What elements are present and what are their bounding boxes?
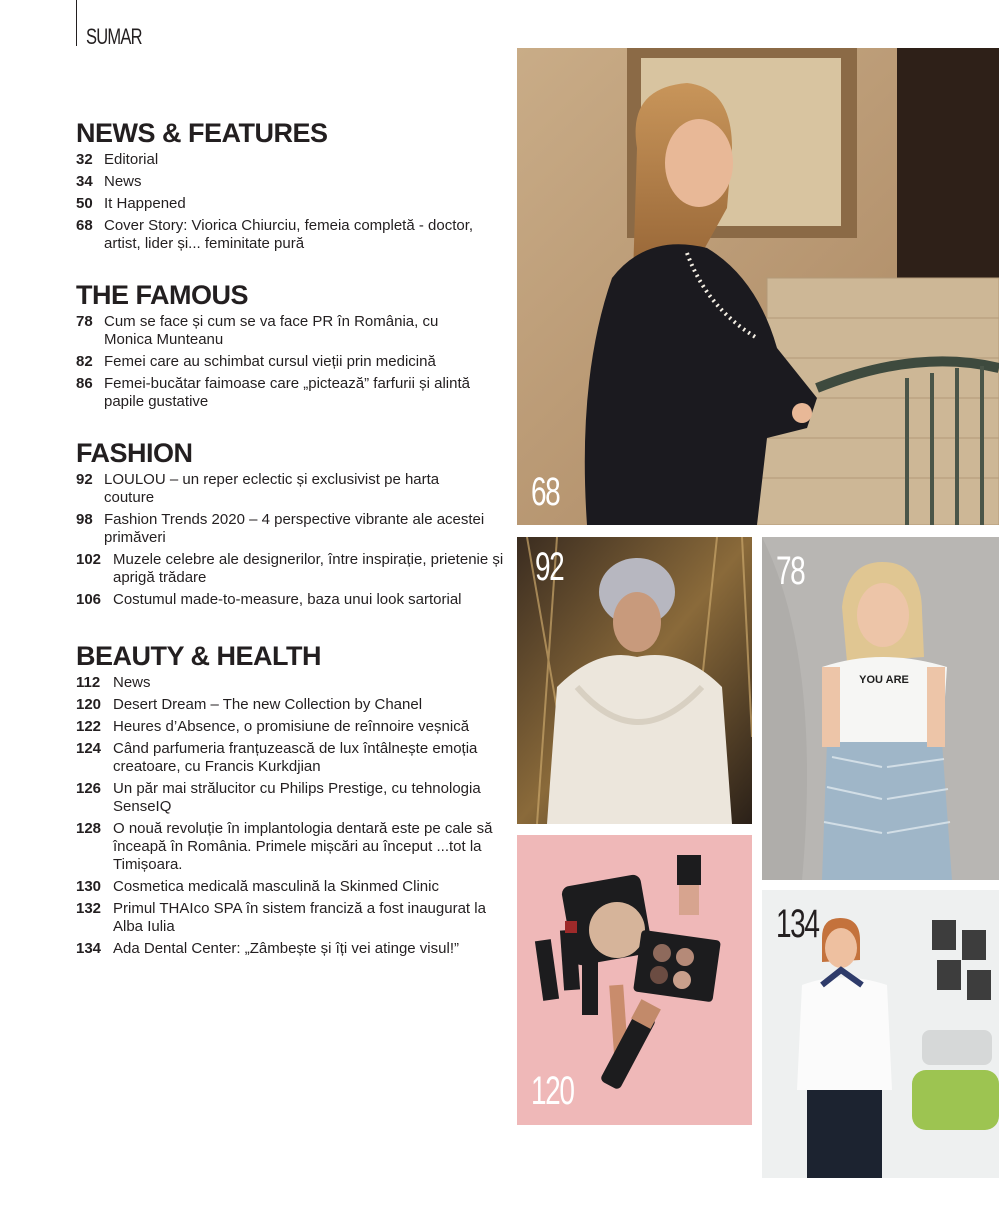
photo-page-number: 68 [531, 470, 560, 514]
section-title: THE FAMOUS [76, 280, 249, 310]
page-number: 132 [76, 900, 102, 917]
page-number: 112 [76, 674, 101, 691]
page-number: 32 [76, 151, 93, 168]
toc-entry[interactable] [76, 313, 506, 349]
section-title: BEAUTY & HEALTH [76, 641, 322, 671]
toc-entry[interactable] [76, 471, 506, 507]
entry-title: Costumul made-to-measure, baza unui look sartorial [113, 591, 462, 608]
toc-entry[interactable] [76, 353, 506, 371]
page-number: 106 [76, 591, 102, 608]
entry-title: Femei care au schimbat cursul vieții prin medicină [104, 353, 436, 370]
page-number: 102 [76, 551, 102, 568]
toc-entry[interactable] [76, 195, 506, 213]
entry-title: Editorial [104, 151, 159, 168]
photo-fashion-loulou[interactable] [517, 537, 752, 824]
toc-entry[interactable] [76, 551, 506, 587]
entry-title: Un păr mai strălucitor cu Philips Prestige, cu tehnologia SenseIQ [113, 780, 481, 815]
entry-title: News [104, 173, 142, 190]
page-number: 92 [76, 471, 93, 488]
page-number: 34 [76, 173, 93, 190]
header-rule [76, 0, 77, 46]
toc-entry[interactable] [76, 591, 506, 609]
page-number: 82 [76, 353, 93, 370]
toc-entry[interactable] [76, 217, 506, 253]
entry-title: It Happened [104, 195, 186, 212]
cover-story-illustration [517, 48, 999, 525]
entry-title: Cover Story: Viorica Chiurciu, femeia completă - doctor, artist, lider și... feminitate pură [104, 217, 474, 252]
toc-entry[interactable] [76, 900, 506, 936]
entry-title: Femei-bucătar faimoase care „pictează” farfurii și alintă papile gustative [104, 375, 470, 410]
photo-page-number: 78 [776, 549, 805, 593]
entry-title: Cum se face și cum se va face PR în România, cu Monica Munteanu [104, 313, 439, 348]
page-number: 50 [76, 195, 93, 212]
section-title: NEWS & FEATURES [76, 118, 328, 148]
entry-title: News [113, 674, 151, 691]
section-news-features [76, 118, 506, 257]
section-fashion [76, 438, 506, 613]
toc-entry[interactable] [76, 173, 506, 191]
toc-entry[interactable] [76, 511, 506, 547]
entry-title: Muzele celebre ale designerilor, între inspirație, prietenie și aprigă trădare [113, 551, 504, 586]
page-number: 122 [76, 718, 102, 735]
toc-entry[interactable] [76, 820, 506, 874]
page-number: 86 [76, 375, 93, 392]
entry-title: Desert Dream – The new Collection by Chanel [113, 696, 423, 713]
entry-title: Când parfumeria franțuzească de lux întâlnește emoția creatoare, cu Francis Kurkdjian [113, 740, 478, 775]
toc-entry[interactable] [76, 878, 506, 896]
toc-entry[interactable] [76, 718, 506, 736]
toc-entry[interactable] [76, 780, 506, 816]
page-number: 120 [76, 696, 102, 713]
photo-chanel-collection[interactable] [517, 835, 752, 1125]
entry-title: LOULOU – un reper eclectic și exclusivist pe harta couture [104, 471, 440, 506]
page-number: 124 [76, 740, 102, 757]
toc-entry[interactable] [76, 375, 506, 411]
photo-page-number: 134 [776, 902, 819, 946]
toc-entry[interactable] [76, 696, 506, 714]
photo-page-number: 92 [535, 545, 564, 589]
entry-title: Cosmetica medicală masculină la Skinmed Clinic [113, 878, 439, 895]
page-number: 130 [76, 878, 102, 895]
photo-cover-story[interactable] [517, 48, 999, 525]
entry-title: Fashion Trends 2020 – 4 perspective vibrante ale acestei primăveri [104, 511, 485, 546]
page-number: 134 [76, 940, 102, 957]
entry-title: Ada Dental Center: „Zâmbește și îți vei atinge visul!” [113, 940, 459, 957]
page-number: 68 [76, 217, 93, 234]
entry-title: O nouă revoluție în implantologia dentară este pe cale să înceapă în România. Primele mișcări au început ...tot la Timișoara. [113, 820, 493, 873]
page-header-label: SUMAR [86, 24, 142, 49]
photo-page-number: 120 [531, 1069, 574, 1113]
page-number: 126 [76, 780, 102, 797]
photo-the-famous[interactable] [762, 537, 999, 880]
toc-entry[interactable] [76, 940, 506, 958]
section-title: FASHION [76, 438, 193, 468]
section-beauty-health [76, 641, 506, 962]
page-number: 128 [76, 820, 102, 837]
entry-title: Heures d’Absence, o promisiune de reînnoire veșnică [113, 718, 470, 735]
entry-title: Primul THAIco SPA în sistem franciză a fost inaugurat la Alba Iulia [113, 900, 486, 935]
page-number: 98 [76, 511, 93, 528]
toc-entry[interactable] [76, 674, 506, 692]
photo-ada-dental[interactable] [762, 890, 999, 1178]
toc-entry[interactable] [76, 740, 506, 776]
page-number: 78 [76, 313, 93, 330]
section-the-famous [76, 280, 506, 415]
shirt-text: YOU ARE [859, 674, 909, 686]
toc-entry[interactable] [76, 151, 506, 169]
